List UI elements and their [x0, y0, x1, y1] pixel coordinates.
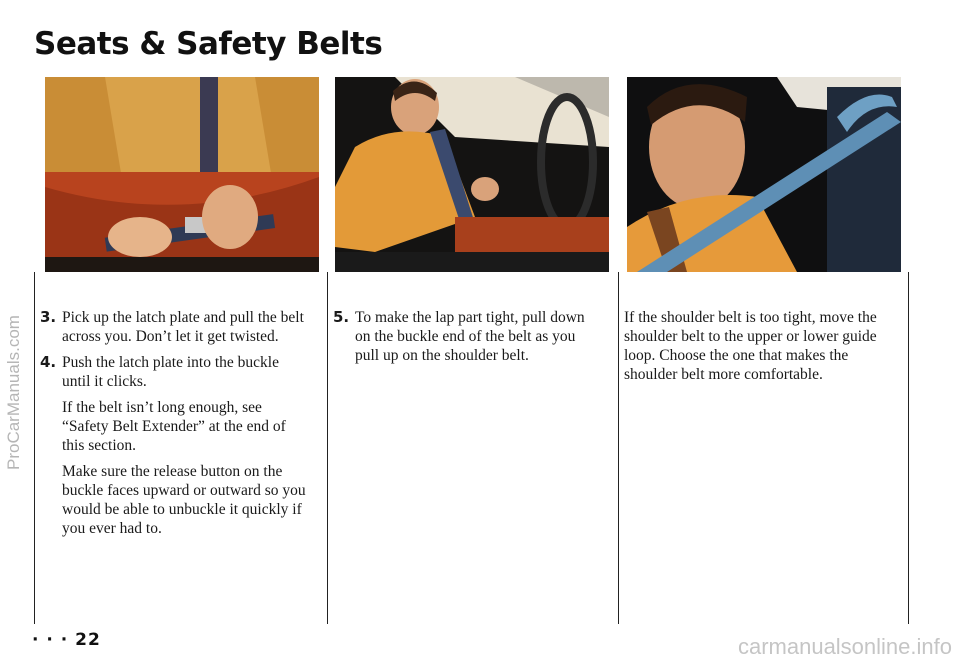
step-4-number: 4.	[40, 353, 57, 371]
step-3-number: 3.	[40, 308, 57, 326]
page-number-value: 22	[75, 630, 101, 650]
man-with-shoulder-belt-photo	[627, 77, 901, 272]
bottom-watermark: carmanualsonline.info	[737, 634, 952, 659]
page-title: Seats & Safety Belts	[34, 26, 383, 62]
step-4	[40, 353, 310, 391]
driver-pulling-shoulder-belt-photo	[335, 77, 609, 272]
instruction-column-1	[40, 308, 310, 545]
release-button-note: Make sure the release button on the buckle faces upward or outward so you would be able to unbuckle it quickly if you ever had to.	[62, 463, 306, 537]
step-5-number: 5.	[333, 308, 350, 326]
belt-extender-note: If the belt isn’t long enough, see “Safety Belt Extender” at the end of this section.	[62, 399, 286, 454]
side-watermark: ProCarManuals.com	[4, 315, 23, 470]
step-3-text: Pick up the latch plate and pull the belt across you. Don’t let it get twisted.	[62, 309, 304, 345]
step-5	[333, 308, 603, 365]
instruction-column-3	[624, 308, 902, 384]
column-divider-left	[34, 272, 35, 624]
column-divider-middle-left	[327, 272, 328, 624]
person-fastening-lap-belt-photo	[45, 77, 319, 272]
page-number-dots: · · ·	[32, 630, 69, 650]
instruction-column-2	[333, 308, 603, 372]
column-divider-right	[908, 272, 909, 624]
page-number	[32, 630, 101, 650]
step-3	[40, 308, 310, 346]
step-5-text: To make the lap part tight, pull down on the buckle end of the belt as you pull up on the shoulder belt.	[355, 309, 585, 364]
shoulder-belt-guide-text: If the shoulder belt is too tight, move the shoulder belt to the upper or lower guide loop. Choose the one that makes the shoulder belt more comfortable.	[624, 309, 877, 383]
step-4-text: Push the latch plate into the buckle until it clicks.	[62, 354, 279, 390]
column-divider-middle-right	[618, 272, 619, 624]
